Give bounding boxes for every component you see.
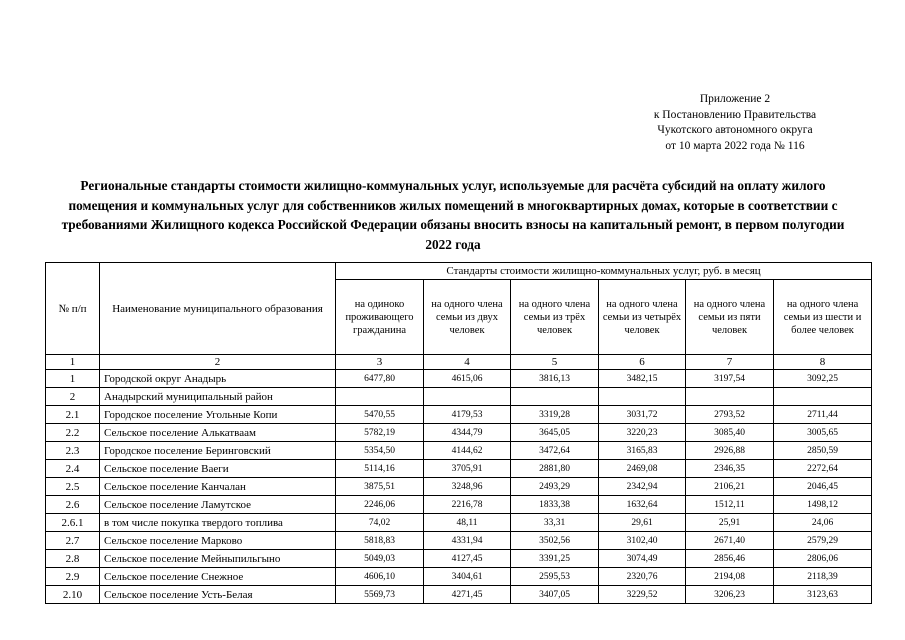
value-six-plus: 3123,63 (774, 586, 872, 604)
value-two: 48,11 (424, 514, 511, 532)
value-single: 5114,16 (336, 460, 424, 478)
row-number: 1 (46, 370, 100, 388)
column-number: 7 (686, 355, 774, 370)
municipality-name: Сельское поселение Снежное (100, 568, 336, 586)
row-number: 2.1 (46, 406, 100, 424)
value-single: 5470,55 (336, 406, 424, 424)
value-five: 3197,54 (686, 370, 774, 388)
value-four (599, 388, 686, 406)
value-five (686, 388, 774, 406)
municipality-name: Анадырский муниципальный район (100, 388, 336, 406)
value-six-plus: 2579,29 (774, 532, 872, 550)
value-single: 5782,19 (336, 424, 424, 442)
value-four: 2320,76 (599, 568, 686, 586)
header-column: на одного члена семьи из пяти человек (686, 280, 774, 355)
appendix-line: от 10 марта 2022 года № 116 (665, 139, 805, 152)
appendix-line: Чукотского автономного округа (657, 124, 813, 136)
value-six-plus: 3092,25 (774, 370, 872, 388)
value-five: 2106,21 (686, 478, 774, 496)
header-column: на одиноко проживающего гражданина (336, 280, 424, 355)
value-two: 4179,53 (424, 406, 511, 424)
appendix-note (580, 92, 890, 154)
column-numbering-row (46, 355, 872, 370)
table-body (46, 370, 872, 604)
value-four: 3031,72 (599, 406, 686, 424)
value-two: 3404,61 (424, 568, 511, 586)
value-five: 2194,08 (686, 568, 774, 586)
value-three: 2493,29 (511, 478, 599, 496)
header-municipality: Наименование муниципального образования (100, 263, 336, 355)
table-row (46, 388, 872, 406)
value-two: 3248,96 (424, 478, 511, 496)
column-number: 5 (511, 355, 599, 370)
standards-table (45, 262, 872, 604)
value-six-plus (774, 388, 872, 406)
value-single: 74,02 (336, 514, 424, 532)
value-two: 3705,91 (424, 460, 511, 478)
appendix-line: Приложение 2 (699, 93, 771, 105)
value-five: 2856,46 (686, 550, 774, 568)
value-five: 25,91 (686, 514, 774, 532)
municipality-name: Сельское поселение Усть-Белая (100, 586, 336, 604)
value-two: 4331,94 (424, 532, 511, 550)
value-single: 2246,06 (336, 496, 424, 514)
value-six-plus: 2806,06 (774, 550, 872, 568)
table-row (46, 532, 872, 550)
row-number: 2.2 (46, 424, 100, 442)
municipality-name: Сельское поселение Ваеги (100, 460, 336, 478)
value-three: 3391,25 (511, 550, 599, 568)
value-four: 1632,64 (599, 496, 686, 514)
row-number: 2.8 (46, 550, 100, 568)
value-three: 3472,64 (511, 442, 599, 460)
value-single: 5569,73 (336, 586, 424, 604)
municipality-name: Сельское поселение Мейныпильгыно (100, 550, 336, 568)
table-row (46, 586, 872, 604)
row-number: 2.7 (46, 532, 100, 550)
value-three: 3319,28 (511, 406, 599, 424)
value-two: 4144,62 (424, 442, 511, 460)
value-single: 6477,80 (336, 370, 424, 388)
value-four: 3220,23 (599, 424, 686, 442)
municipality-name: Сельское поселение Алькатваам (100, 424, 336, 442)
value-three: 1833,38 (511, 496, 599, 514)
value-single: 3875,51 (336, 478, 424, 496)
table-row (46, 460, 872, 478)
value-six-plus: 2272,64 (774, 460, 872, 478)
value-two: 4271,45 (424, 586, 511, 604)
table-row (46, 406, 872, 424)
table-row (46, 424, 872, 442)
value-two: 4615,06 (424, 370, 511, 388)
row-number: 2.5 (46, 478, 100, 496)
value-five: 3085,40 (686, 424, 774, 442)
municipality-name: в том числе покупка твердого топлива (100, 514, 336, 532)
table-row (46, 478, 872, 496)
header-standards-group: Стандарты стоимости жилищно-коммунальных услуг, руб. в месяц (336, 263, 872, 280)
value-four: 2469,08 (599, 460, 686, 478)
table-row (46, 370, 872, 388)
value-six-plus: 2850,59 (774, 442, 872, 460)
municipality-name: Городской округ Анадырь (100, 370, 336, 388)
municipality-name: Сельское поселение Марково (100, 532, 336, 550)
value-three: 33,31 (511, 514, 599, 532)
header-column: на одного члена семьи из четырёх человек (599, 280, 686, 355)
value-four: 3074,49 (599, 550, 686, 568)
municipality-name: Сельское поселение Канчалан (100, 478, 336, 496)
row-number: 2 (46, 388, 100, 406)
row-number: 2.4 (46, 460, 100, 478)
value-two (424, 388, 511, 406)
value-six-plus: 3005,65 (774, 424, 872, 442)
table-row (46, 442, 872, 460)
table-row (46, 496, 872, 514)
value-single: 5354,50 (336, 442, 424, 460)
value-three: 3645,05 (511, 424, 599, 442)
municipality-name: Городское поселение Беринговский (100, 442, 336, 460)
row-number: 2.6 (46, 496, 100, 514)
value-six-plus: 2711,44 (774, 406, 872, 424)
value-five: 2346,35 (686, 460, 774, 478)
header-column: на одного члена семьи из трёх человек (511, 280, 599, 355)
value-two: 2216,78 (424, 496, 511, 514)
value-four: 3102,40 (599, 532, 686, 550)
value-six-plus: 1498,12 (774, 496, 872, 514)
column-number: 2 (100, 355, 336, 370)
value-four: 3165,83 (599, 442, 686, 460)
column-number: 8 (774, 355, 872, 370)
value-five: 3206,23 (686, 586, 774, 604)
value-single: 5049,03 (336, 550, 424, 568)
value-four: 3229,52 (599, 586, 686, 604)
value-five: 1512,11 (686, 496, 774, 514)
value-single: 5818,83 (336, 532, 424, 550)
value-four: 3482,15 (599, 370, 686, 388)
value-five: 2671,40 (686, 532, 774, 550)
municipality-name: Сельское поселение Ламутское (100, 496, 336, 514)
column-number: 3 (336, 355, 424, 370)
value-single: 4606,10 (336, 568, 424, 586)
column-number: 1 (46, 355, 100, 370)
value-two: 4127,45 (424, 550, 511, 568)
value-two: 4344,79 (424, 424, 511, 442)
row-number: 2.3 (46, 442, 100, 460)
row-number: 2.9 (46, 568, 100, 586)
value-three: 3407,05 (511, 586, 599, 604)
table-row (46, 550, 872, 568)
header-column: на одного члена семьи из шести и более человек (774, 280, 872, 355)
header-column: на одного члена семьи из двух человек (424, 280, 511, 355)
column-number: 4 (424, 355, 511, 370)
value-three (511, 388, 599, 406)
column-number: 6 (599, 355, 686, 370)
row-number: 2.10 (46, 586, 100, 604)
value-five: 2926,88 (686, 442, 774, 460)
value-four: 29,61 (599, 514, 686, 532)
value-five: 2793,52 (686, 406, 774, 424)
value-four: 2342,94 (599, 478, 686, 496)
row-number: 2.6.1 (46, 514, 100, 532)
value-single (336, 388, 424, 406)
header-number: № п/п (46, 263, 100, 355)
value-three: 3502,56 (511, 532, 599, 550)
value-six-plus: 2046,45 (774, 478, 872, 496)
value-six-plus: 2118,39 (774, 568, 872, 586)
value-six-plus: 24,06 (774, 514, 872, 532)
document-title: Региональные стандарты стоимости жилищно-коммунальных услуг, используемые для расчёта субсидий на оплату жилого помещения и коммунальных услуг для собственников жилых помещений в многоквартирных домах, которые в соответствии с требованиями Жилищного кодекса Российской Федерации обязаны вносить взносы на капитальный ремонт, в первом полугодии 2022 года (61, 178, 845, 252)
table-row (46, 514, 872, 532)
municipality-name: Городское поселение Угольные Копи (100, 406, 336, 424)
value-three: 2595,53 (511, 568, 599, 586)
value-three: 3816,13 (511, 370, 599, 388)
appendix-line: к Постановлению Правительства (653, 108, 817, 121)
value-three: 2881,80 (511, 460, 599, 478)
table-row (46, 568, 872, 586)
